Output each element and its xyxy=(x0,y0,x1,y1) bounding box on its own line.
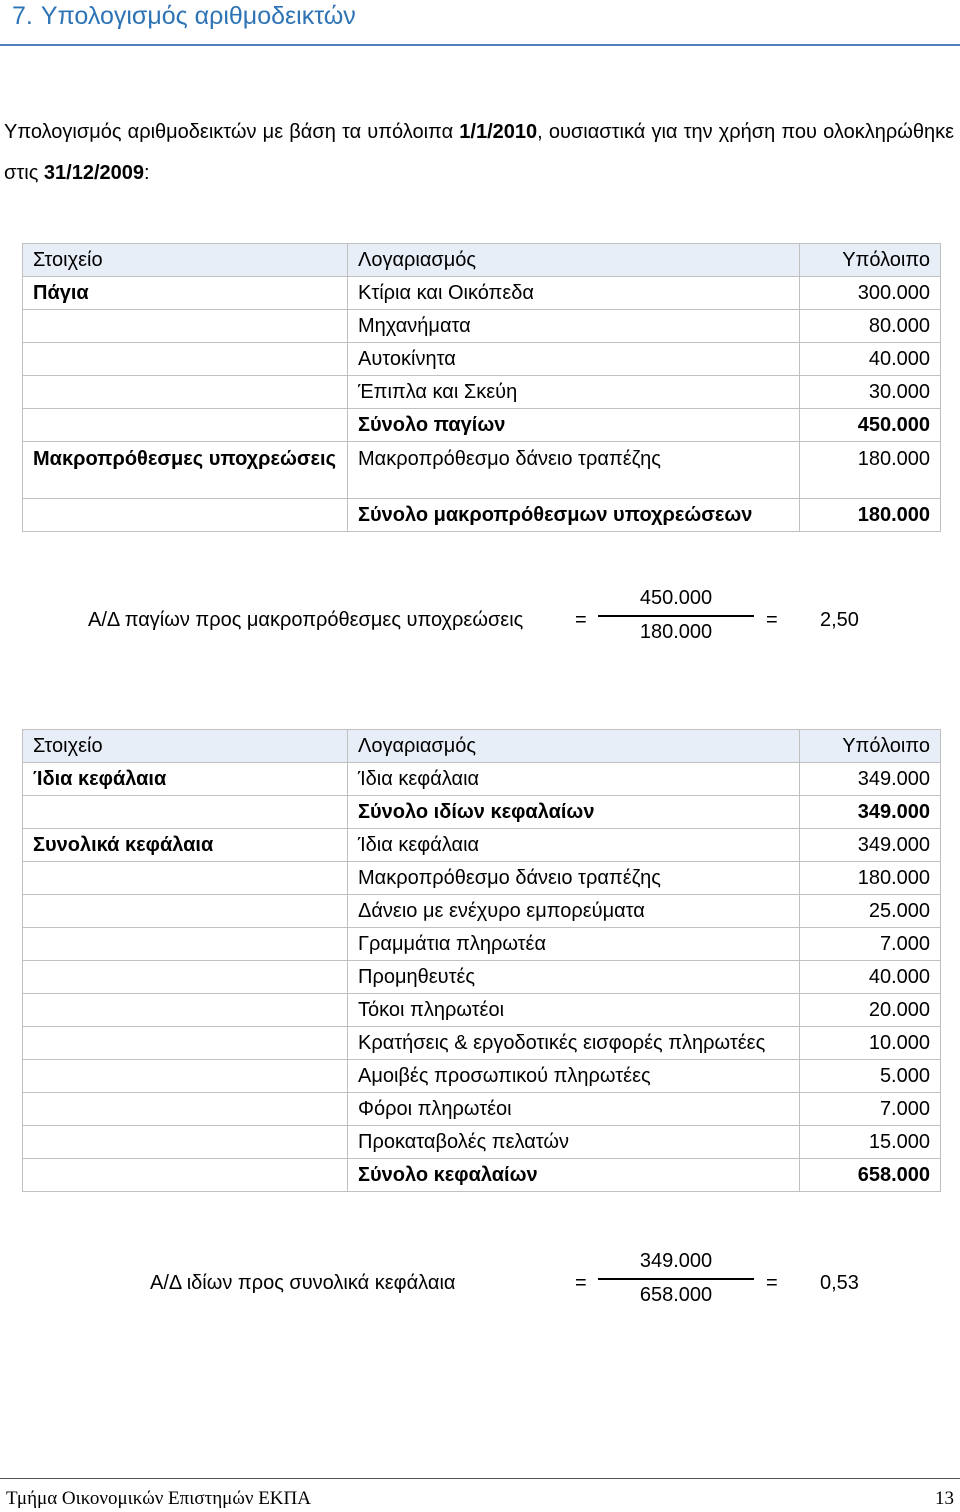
intro-date-1: 1/1/2010 xyxy=(459,121,538,143)
table-row xyxy=(23,376,941,409)
row-balance: 180.000 xyxy=(800,862,941,895)
header-balance: Υπόλοιπο xyxy=(800,244,941,277)
row-balance: 349.000 xyxy=(800,829,941,862)
row-account: Σύνολο κεφαλαίων xyxy=(348,1159,800,1192)
row-account: Ίδια κεφάλαια xyxy=(348,829,800,862)
row-item: Μακροπρόθεσμες υποχρεώσεις xyxy=(23,442,348,499)
header-balance: Υπόλοιπο xyxy=(800,730,941,763)
header-account: Λογαριασμός xyxy=(348,244,800,277)
ratio-own-capital xyxy=(0,1250,960,1320)
ratio-result: 2,50 xyxy=(820,609,859,631)
table-row xyxy=(23,1126,941,1159)
row-balance: 180.000 xyxy=(800,442,941,499)
row-account: Προκαταβολές πελατών xyxy=(348,1126,800,1159)
table-row xyxy=(23,442,941,499)
row-account: Μακροπρόθεσμο δάνειο τραπέζης xyxy=(348,442,800,499)
header-item: Στοιχείο xyxy=(23,244,348,277)
row-item xyxy=(23,994,348,1027)
row-account: Φόροι πληρωτέοι xyxy=(348,1093,800,1126)
table-row xyxy=(23,1027,941,1060)
footer-rule xyxy=(0,1478,960,1479)
row-item xyxy=(23,1126,348,1159)
capital-table xyxy=(22,729,941,1192)
row-balance: 349.000 xyxy=(800,763,941,796)
row-balance: 300.000 xyxy=(800,277,941,310)
row-account: Σύνολο παγίων xyxy=(348,409,800,442)
section-title: Υπολογισμός αριθμοδεικτών xyxy=(40,2,356,30)
table-row xyxy=(23,961,941,994)
row-item xyxy=(23,796,348,829)
row-account: Τόκοι πληρωτέοι xyxy=(348,994,800,1027)
table-total-row xyxy=(23,499,941,532)
row-item: Ίδια κεφάλαια xyxy=(23,763,348,796)
table-row xyxy=(23,763,941,796)
row-item xyxy=(23,409,348,442)
table-row xyxy=(23,994,941,1027)
row-item xyxy=(23,1027,348,1060)
table-row xyxy=(23,1093,941,1126)
ratio-equals-2: = xyxy=(766,609,778,631)
section-number: 7. xyxy=(12,2,33,30)
table-total-row xyxy=(23,409,941,442)
heading-rule xyxy=(0,44,960,46)
row-balance: 658.000 xyxy=(800,1159,941,1192)
row-account: Προμηθευτές xyxy=(348,961,800,994)
table-row xyxy=(23,343,941,376)
row-account: Μηχανήματα xyxy=(348,310,800,343)
ratio-denominator: 180.000 xyxy=(639,621,713,643)
section-heading xyxy=(12,2,356,31)
row-item xyxy=(23,928,348,961)
row-item xyxy=(23,1159,348,1192)
ratio-denominator: 658.000 xyxy=(639,1284,713,1306)
table-row xyxy=(23,928,941,961)
ratio-equals-2: = xyxy=(766,1272,778,1294)
row-item xyxy=(23,499,348,532)
row-balance: 40.000 xyxy=(800,961,941,994)
intro-text-middle: , ουσιαστικά για την χρήση που ολοκληρώθηκε στις xyxy=(4,121,954,184)
table-row xyxy=(23,1060,941,1093)
row-account: Κτίρια και Οικόπεδα xyxy=(348,277,800,310)
row-balance: 5.000 xyxy=(800,1060,941,1093)
row-item xyxy=(23,1060,348,1093)
ratio-equals: = xyxy=(575,609,587,631)
fixed-assets-table xyxy=(22,243,941,532)
row-balance: 7.000 xyxy=(800,1093,941,1126)
table-row xyxy=(23,277,941,310)
row-balance: 80.000 xyxy=(800,310,941,343)
fraction-bar xyxy=(598,615,754,617)
row-account: Ίδια κεφάλαια xyxy=(348,763,800,796)
row-account: Μακροπρόθεσμο δάνειο τραπέζης xyxy=(348,862,800,895)
header-item: Στοιχείο xyxy=(23,730,348,763)
intro-date-2: 31/12/2009 xyxy=(43,162,144,184)
row-balance: 15.000 xyxy=(800,1126,941,1159)
table-header-row xyxy=(23,730,941,763)
row-balance: 450.000 xyxy=(800,409,941,442)
ratio-fixed-assets xyxy=(0,587,960,657)
row-item xyxy=(23,310,348,343)
row-item xyxy=(23,961,348,994)
row-balance: 349.000 xyxy=(800,796,941,829)
row-balance: 7.000 xyxy=(800,928,941,961)
intro-text-before: Υπολογισμός αριθμοδεικτών με βάση τα υπόλοιπα xyxy=(4,121,460,143)
row-item xyxy=(23,895,348,928)
row-account: Δάνειο με ενέχυρο εμπορεύματα xyxy=(348,895,800,928)
row-item: Συνολικά κεφάλαια xyxy=(23,829,348,862)
ratio-numerator: 450.000 xyxy=(639,587,713,609)
table-row xyxy=(23,829,941,862)
row-account: Αυτοκίνητα xyxy=(348,343,800,376)
row-item xyxy=(23,862,348,895)
page-number: 13 xyxy=(935,1488,954,1509)
row-balance: 20.000 xyxy=(800,994,941,1027)
ratio-label: Α/Δ παγίων προς μακροπρόθεσμες υποχρεώσεις xyxy=(88,609,524,631)
row-balance: 10.000 xyxy=(800,1027,941,1060)
ratio-label: Α/Δ ιδίων προς συνολικά κεφάλαια xyxy=(150,1272,456,1294)
row-item xyxy=(23,343,348,376)
row-balance: 25.000 xyxy=(800,895,941,928)
fraction-bar xyxy=(598,1278,754,1280)
row-item xyxy=(23,376,348,409)
table-total-row xyxy=(23,1159,941,1192)
table-row xyxy=(23,895,941,928)
row-balance: 40.000 xyxy=(800,343,941,376)
row-account: Έπιπλα και Σκεύη xyxy=(348,376,800,409)
table-row xyxy=(23,862,941,895)
table-total-row xyxy=(23,796,941,829)
row-account: Γραμμάτια πληρωτέα xyxy=(348,928,800,961)
row-account: Κρατήσεις & εργοδοτικές εισφορές πληρωτέες xyxy=(348,1027,800,1060)
row-balance: 30.000 xyxy=(800,376,941,409)
footer-department: Τμήμα Οικονομικών Επιστημών ΕΚΠΑ xyxy=(6,1488,311,1509)
intro-text-after: : xyxy=(144,162,150,184)
row-balance: 180.000 xyxy=(800,499,941,532)
row-item xyxy=(23,1093,348,1126)
ratio-equals: = xyxy=(575,1272,587,1294)
row-account: Σύνολο μακροπρόθεσμων υποχρεώσεων xyxy=(348,499,800,532)
table-row xyxy=(23,310,941,343)
ratio-numerator: 349.000 xyxy=(639,1250,713,1272)
row-item: Πάγια xyxy=(23,277,348,310)
header-account: Λογαριασμός xyxy=(348,730,800,763)
ratio-result: 0,53 xyxy=(820,1272,859,1294)
table-header-row xyxy=(23,244,941,277)
row-account: Σύνολο ιδίων κεφαλαίων xyxy=(348,796,800,829)
intro-paragraph xyxy=(4,112,954,194)
row-account: Αμοιβές προσωπικού πληρωτέες xyxy=(348,1060,800,1093)
